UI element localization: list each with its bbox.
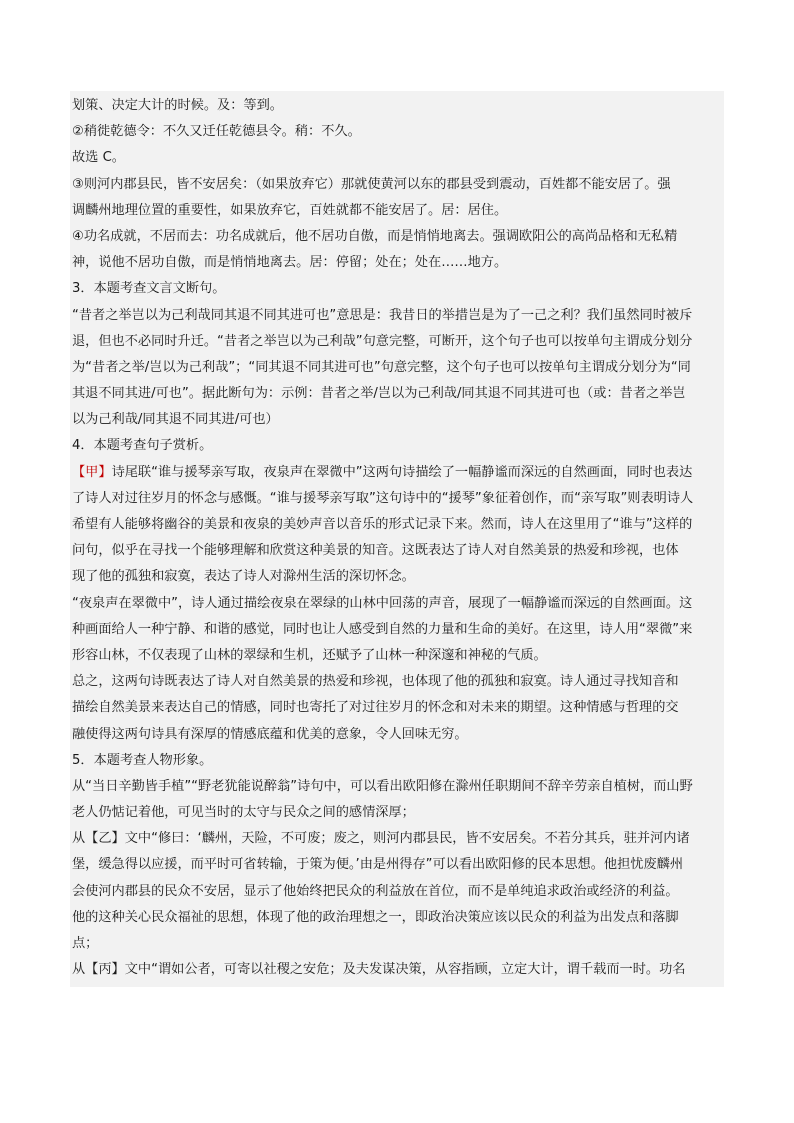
section-heading: 5．本题考查人物形象。 [72,752,213,768]
text-line: 以为己利哉/同其退不同其进/可也） [72,412,279,428]
text-line: 从“当日辛勤皆手植”“野老犹能说醉翁”诗句中，可以看出欧阳修在滁州任职期间不辞辛劳亲自植树，而山野 [72,778,693,794]
text-line: 从【乙】文中“修曰：‘麟州，天险，不可废；废之，则河内郡县民，皆不安居矣。不若分其兵，驻并河内诸 [72,831,690,847]
text-line: 点； [72,936,99,951]
text-line: 神，说他不居功自傲，而是悄悄地离去。居：停留；处在；处在……地方。 [72,255,508,271]
text-line: 他的这种关心民众福祉的思想，体现了他的政治理想之一，即政治决策应该以民众的利益为出发点和落脚 [72,909,679,925]
text-line: 会使河内郡县的民众不安居，显示了他始终把民众的利益放在首位，而不是单纯追求政治或经济的利益。 [72,883,679,899]
text-line: 堡，缓急得以应援，而平时可省转输，于策为便。’由是州得存”可以看出欧阳修的民本思想。他担忧废麟州 [72,857,684,873]
text-line: 调麟州地理位置的重要性，如果放弃它，百姓就都不能安居了。居：居住。 [72,202,508,218]
text-line: 从【丙】文中“谓如公者，可寄以社稷之安危；及夫发谋决策，从容指顾，立定大计，谓千载而一时。功名 [72,962,686,978]
text-line: “昔者之举岂以为己利哉同其退不同其进可也”意思是：我昔日的举措岂是为了一己之利？我们虽然同时被斥 [72,307,693,323]
text-line: 【甲】诗尾联“谁与援琴亲写取，夜泉声在翠微中”这两句诗描绘了一幅静谧而深远的自然画面，同时也表达 [72,464,693,480]
document-body [70,91,724,987]
text-line: “夜泉声在翠微中”，诗人通过描绘夜泉在翠绿的山林中回荡的声音，展现了一幅静谧而深远的自然画面。这 [72,595,693,611]
text-marker: 【甲】 [72,464,112,480]
text-line: 划策、决定大计的时候。及：等到。 [72,98,283,113]
section-heading: 4．本题考查句子赏析。 [72,438,213,454]
text-line: 现了他的孤独和寂寞，表达了诗人对滁州生活的深切怀念。 [72,569,415,585]
text-line: 了诗人对过往岁月的怀念与感慨。“谁与援琴亲写取”这句诗中的“援琴”象征着创作，而“亲写取”则表明诗人 [72,490,694,506]
text-line: 种画面给人一种宁静、和谐的感觉，同时也让人感受到自然的力量和生命的美好。在这里，诗人用“翠微”来 [72,621,693,637]
text-line: 故选 C。 [72,150,125,166]
text-line: ②稍徙乾德令：不久又迁任乾德县令。稍：不久。 [72,124,361,140]
text-line: ③则河内郡县民，皆不安居矣：（如果放弃它）那就使黄河以东的郡县受到震动，百姓都不能安居了。强 [72,176,671,192]
section-heading: 3．本题考查文言文断句。 [72,281,226,297]
text-line: 描绘自然美景来表达自己的情感，同时也寄托了对过往岁月的怀念和对未来的期望。这种情感与哲理的交 [72,700,679,716]
text-line: 退，但也不必同时升迁。“昔者之举岂以为己利哉”句意完整，可断开，这个句子也可以按单句主谓成分划分 [72,333,693,349]
text-line: 总之，这两句诗既表达了诗人对自然美景的热爱和珍视，也体现了他的孤独和寂寞。诗人通过寻找知音和 [72,674,679,690]
text-line: 老人仍惦记着他，可见当时的太守与民众之间的感情深厚； [72,805,415,821]
text-line: 问句，似乎在寻找一个能够理解和欣赏这种美景的知音。这既表达了诗人对自然美景的热爱和珍视，也体 [72,543,679,559]
text-line: 融使得这两句诗具有深厚的情感底蕴和优美的意象，令人回味无穷。 [72,726,468,742]
text-line: 为“昔者之举/岂以为己利哉”；“同其退不同其进可也”句意完整，这个句子也可以按单句主谓成分划分为“同 [72,359,691,375]
text-line: ④功名成就，不居而去：功名成就后，他不居功自傲，而是悄悄地离去。强调欧阳公的高尚品格和无私精 [72,228,678,244]
text-line: 希望有人能够将幽谷的美景和夜泉的美妙声音以音乐的形式记录下来。然而，诗人在这里用了“谁与”这样的 [72,517,693,532]
text-line: 其退不同其进/可也”。据此断句为：示例：昔者之举/岂以为己利哉/同其退不同其进可也（或：昔者之举岂 [72,386,686,402]
text-line: 形容山林，不仅表现了山林的翠绿和生机，还赋予了山林一种深邃和神秘的气质。 [72,647,547,663]
